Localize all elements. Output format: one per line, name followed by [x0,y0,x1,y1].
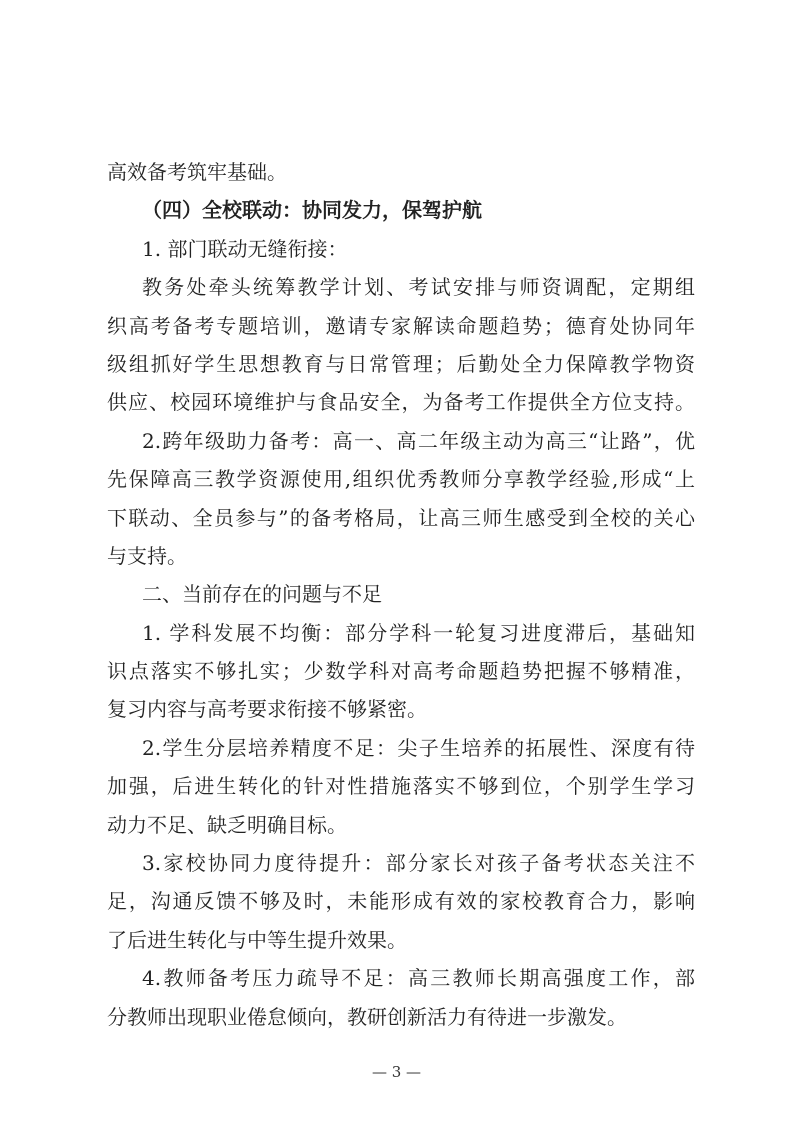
paragraph-line: 级组抓好学生思想教育与日常管理；后勤处全力保障教学物资 [107,351,695,376]
paragraph-line: 供应、校园环境维护与食品安全，为备考工作提供全方位支持。 [107,390,695,415]
document-body [107,158,695,1041]
page-number: — 3 — [371,1063,422,1081]
paragraph-line: 3.家校协同力度待提升：部分家长对孩子备考状态关注不 [142,851,695,876]
paragraph-line: 教务处牵头统筹教学计划、考试安排与师资调配，定期组 [142,275,695,300]
paragraph-line: 下联动、全员参与”的备考格局，让高三师生感受到全校的关心 [107,505,695,530]
paragraph-line: 2.跨年级助力备考：高一、高二年级主动为高三“让路”，优 [142,428,695,453]
paragraph-line: 先保障高三教学资源使用,组织优秀教师分享教学经验,形成“上 [107,467,695,492]
section-heading: （四）全校联动：协同发力，保驾护航 [142,198,482,223]
paragraph-line: 织高考备考专题培训，邀请专家解读命题趋势；德育处协同年 [107,313,695,338]
paragraph-line: 加强，后进生转化的针对性措施落实不够到位，个别学生学习 [107,774,695,799]
paragraph-line: 了后进生转化与中等生提升效果。 [107,927,407,952]
paragraph-line: 复习内容与高考要求衔接不够紧密。 [107,697,427,722]
paragraph-line: 与支持。 [107,543,187,568]
paragraph-line: 识点落实不够扎实；少数学科对高考命题趋势把握不够精准， [107,659,695,684]
paragraph-line: 足，沟通反馈不够及时，未能形成有效的家校教育合力，影响 [107,889,695,914]
paragraph-line: 动力不足、缺乏明确目标。 [107,812,347,837]
section-heading: 二、当前存在的问题与不足 [142,582,382,607]
paragraph-line: 1. 学科发展不均衡：部分学科一轮复习进度滞后，基础知 [142,620,695,645]
paragraph-line: 4.教师备考压力疏导不足：高三教师长期高强度工作，部 [142,966,695,991]
paragraph-line: 分教师出现职业倦怠倾向，教研创新活力有待进一步激发。 [107,1004,627,1029]
paragraph-line: 2.学生分层培养精度不足：尖子生培养的拓展性、深度有待 [142,735,695,760]
subheading: 1. 部门联动无缝衔接： [142,236,348,261]
paragraph-line: 高效备考筑牢基础。 [107,160,287,184]
